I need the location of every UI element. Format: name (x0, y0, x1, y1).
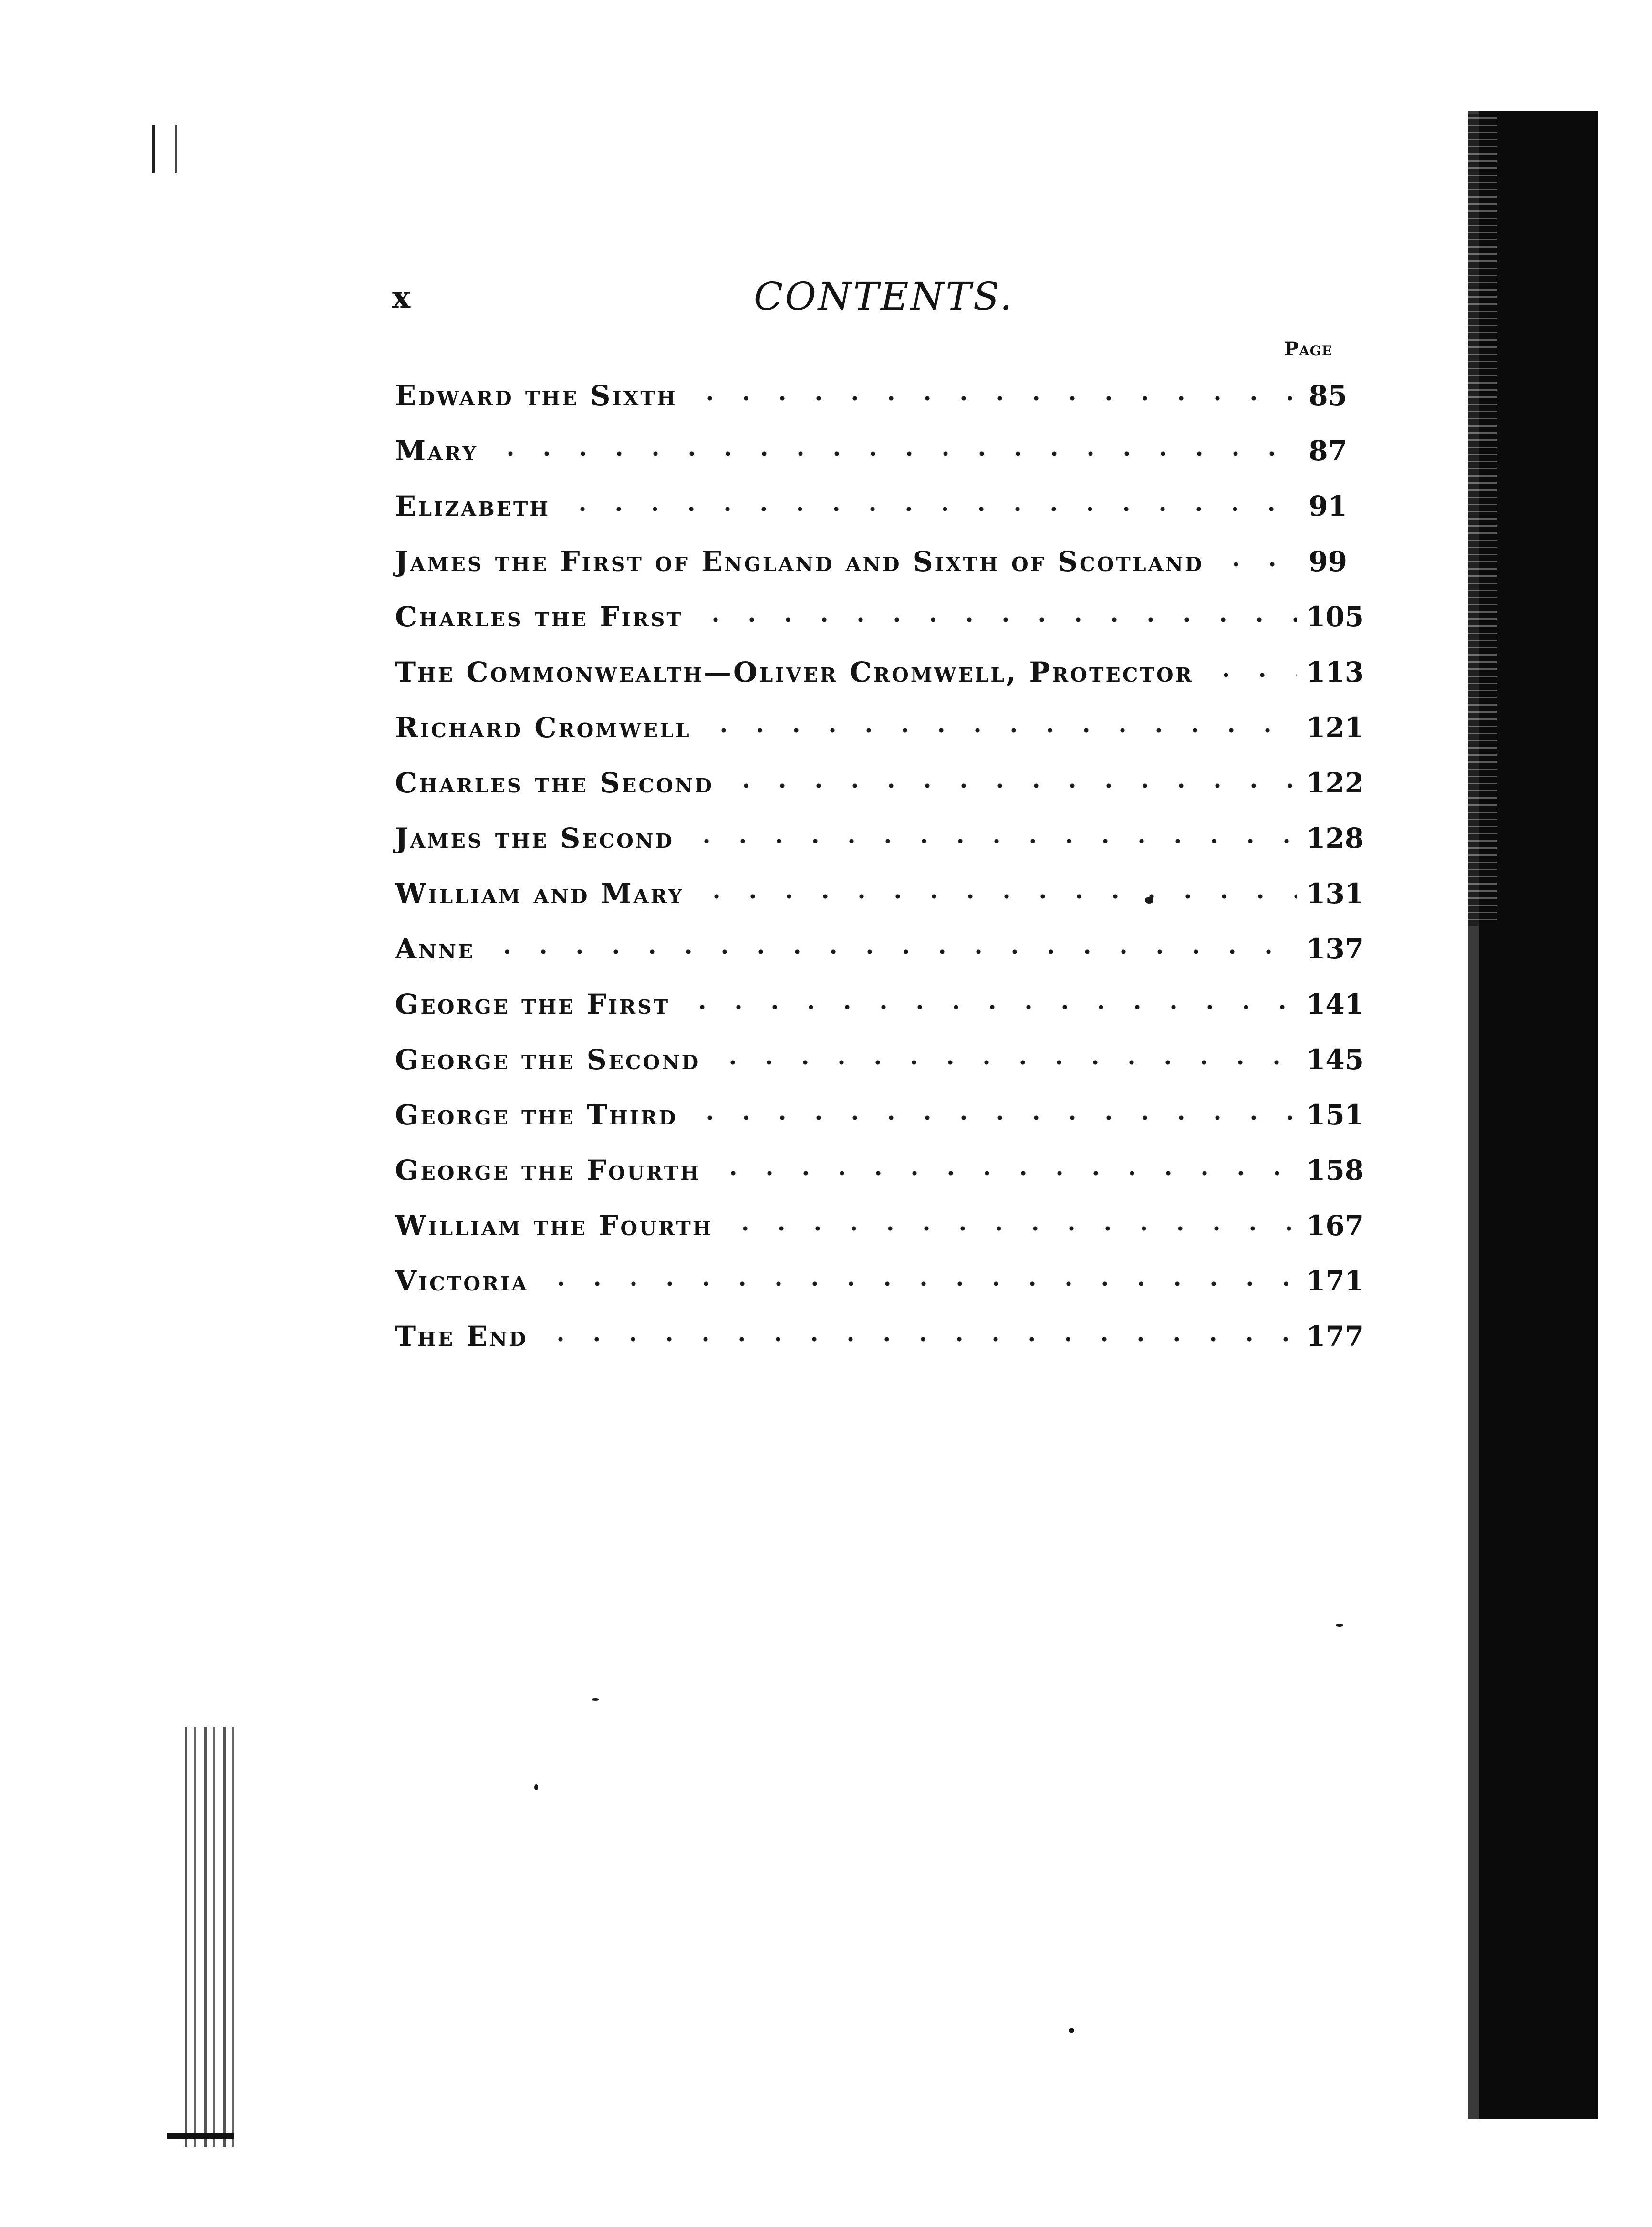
toc-entry-title: Charles the Second (395, 767, 714, 799)
toc-entry-title: William and Mary (395, 877, 684, 910)
toc-leader-dots (715, 1171, 1297, 1176)
page-column-label: Page (1284, 338, 1333, 360)
toc-entry-title: Mary (395, 435, 478, 467)
toc-entry-title: James the First of England and Sixth of Scotland (395, 545, 1204, 578)
toc-entry-title: William the Fourth (395, 1209, 713, 1242)
toc-leader-dots (543, 1281, 1297, 1286)
toc-entry-title: George the First (395, 988, 670, 1020)
toc-leader-dots (684, 1005, 1297, 1009)
toc-entry-title: James the Second (395, 822, 674, 854)
toc-entry-page: 145 (1306, 1043, 1364, 1076)
scan-speck (534, 1784, 538, 1790)
toc-leader-dots (697, 617, 1297, 622)
toc-leader-dots (489, 949, 1297, 954)
scan-speck (1336, 1624, 1343, 1627)
toc-leader-dots (564, 507, 1297, 511)
page-title: CONTENTS. (754, 274, 1014, 319)
toc-entry-title: George the Second (395, 1043, 701, 1076)
toc-entry-page: 85 (1309, 379, 1347, 412)
toc-entry-title: Richard Cromwell (395, 711, 691, 744)
toc-leader-dots (727, 1226, 1297, 1231)
toc-entry-page: 177 (1306, 1320, 1364, 1353)
toc-entry-page: 121 (1306, 711, 1364, 744)
toc-leader-dots (1208, 673, 1297, 677)
toc-leader-dots (688, 839, 1297, 843)
toc-leader-dots (698, 894, 1297, 899)
toc-entry-title: Edward the Sixth (395, 379, 677, 412)
toc-entry-page: 91 (1309, 490, 1347, 522)
toc-leader-dots (728, 783, 1297, 788)
toc-entry-page: 137 (1306, 933, 1364, 965)
toc-leader-dots (1218, 562, 1297, 567)
toc-entry-page: 122 (1306, 767, 1364, 799)
toc-leader-dots (692, 396, 1297, 401)
scan-speck (592, 1698, 599, 1701)
toc-entry-title: Charles the First (395, 601, 683, 633)
toc-entry-title: The Commonwealth—Oliver Cromwell, Protector (395, 656, 1194, 688)
toc-leader-dots (692, 1115, 1297, 1120)
toc-entry-title: Anne (395, 933, 475, 965)
toc-leader-dots (492, 451, 1297, 456)
toc-entry-page: 131 (1306, 877, 1364, 910)
toc-entry-title: George the Third (395, 1099, 678, 1131)
toc-entry-page: 171 (1306, 1265, 1364, 1297)
toc-entry-page: 99 (1309, 545, 1347, 578)
toc-entry-page: 151 (1306, 1099, 1364, 1131)
toc-entry-page: 87 (1309, 435, 1347, 467)
toc-entry-page: 105 (1306, 601, 1364, 633)
scan-speck (1069, 2028, 1074, 2033)
page-folio: x (392, 280, 411, 315)
toc-entry-page: 128 (1306, 822, 1364, 854)
toc-entry-page: 113 (1306, 656, 1364, 688)
toc-entry-title: Elizabeth (395, 490, 551, 522)
toc-entry-page: 141 (1306, 988, 1364, 1020)
toc-entry-page: 167 (1306, 1209, 1364, 1242)
toc-leader-dots (715, 1060, 1297, 1065)
toc-leader-dots (706, 728, 1297, 733)
toc-leader-dots (542, 1337, 1297, 1342)
scan-speck (1145, 897, 1153, 904)
toc-entry-title: Victoria (395, 1265, 529, 1297)
toc-entry-title: George the Fourth (395, 1154, 701, 1186)
toc-entry-page: 158 (1306, 1154, 1364, 1186)
toc-entry-title: The End (395, 1320, 528, 1353)
